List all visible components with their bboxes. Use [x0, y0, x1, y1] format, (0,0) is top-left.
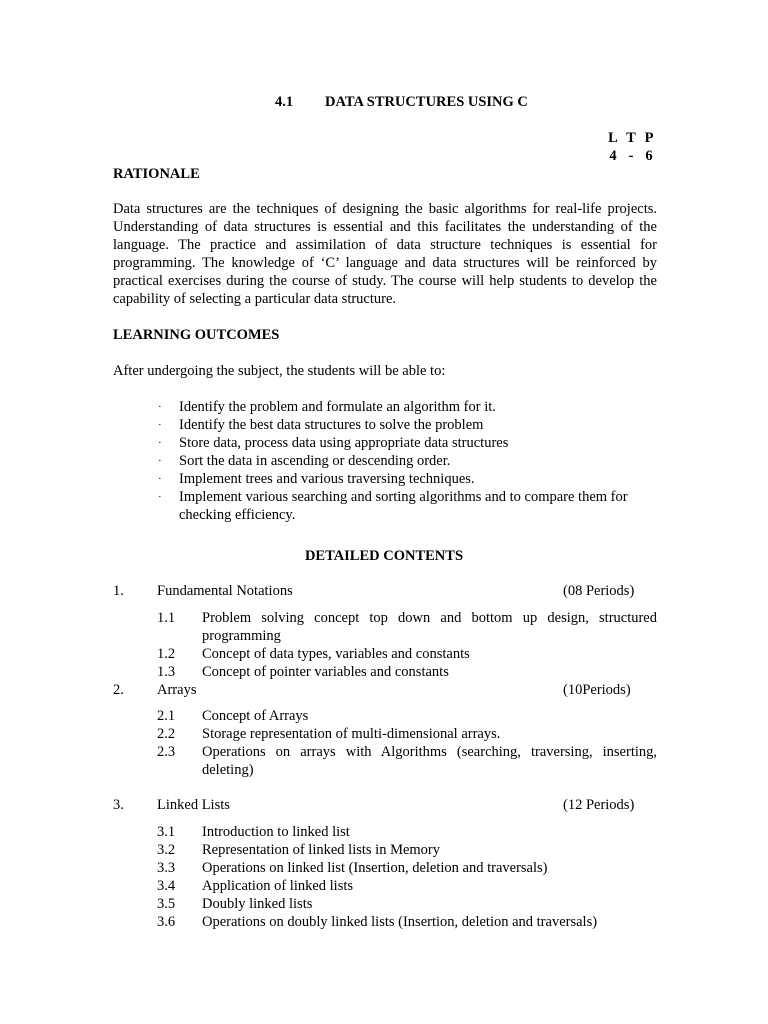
bullet-icon: ·	[158, 455, 162, 467]
topic-text: Application of linked lists	[202, 878, 354, 894]
topic-number: 3.2	[157, 842, 176, 858]
topic-text: Problem solving concept top down and bottom up design, structured programming	[202, 610, 657, 644]
unit-periods: (08 Periods)	[563, 583, 635, 599]
learning-outcomes-intro: After undergoing the subject, the students will be able to:	[113, 363, 446, 379]
learning-outcomes-list	[158, 398, 658, 524]
topic-number: 3.5	[157, 896, 176, 912]
ltp-label-p: P	[644, 130, 654, 146]
topic-row	[157, 877, 657, 895]
topic-text: Storage representation of multi-dimensional arrays.	[202, 726, 501, 742]
topic-row	[157, 895, 657, 913]
topic-number: 2.1	[157, 708, 176, 724]
unit-number: 2.	[113, 682, 124, 698]
ltp-values	[604, 147, 660, 165]
detailed-contents-heading: DETAILED CONTENTS	[304, 548, 464, 564]
topic-row	[157, 663, 657, 681]
topic-text: Operations on arrays with Algorithms (searching, traversing, inserting, deleting)	[202, 744, 657, 778]
unit-number: 1.	[113, 583, 124, 599]
list-item: · Implement various searching and sorting algorithms and to compare them for checking efficiency.	[158, 489, 628, 523]
topic-number: 2.3	[157, 744, 176, 760]
list-item: · Sort the data in ascending or descending order.	[158, 453, 451, 469]
topic-text: Operations on linked list (Insertion, deletion and traversals)	[202, 860, 548, 876]
rationale-paragraph: Data structures are the techniques of designing the basic algorithms for real-life projects. Understanding of data structures is essential and this facilitates the understanding of the language. The practice and assimilation of data structure techniques is essential for programming. The knowledge of ‘C’ language and data structures will be reinforced by practical exercises during the course of study. The course will help students to develop the capability of selecting a particular data structure.	[113, 201, 657, 307]
topic-row	[157, 823, 657, 841]
topic-text: Representation of linked lists in Memory	[202, 842, 441, 858]
unit-title: Linked Lists	[157, 797, 230, 813]
bullet-icon: ·	[158, 491, 162, 503]
learning-outcomes-heading: LEARNING OUTCOMES	[113, 327, 280, 343]
topic-text: Introduction to linked list	[202, 824, 350, 840]
topic-text: Doubly linked lists	[202, 896, 313, 912]
topic-text: Concept of pointer variables and constants	[202, 664, 449, 680]
topic-number: 3.4	[157, 878, 176, 894]
ltp-label-l: L	[608, 130, 618, 146]
ltp-value-l: 4	[609, 148, 617, 164]
topic-number: 1.1	[157, 610, 176, 626]
topic-row	[157, 725, 657, 743]
unit-periods: (10Periods)	[563, 682, 631, 698]
list-item: · Identify the best data structures to solve the problem	[158, 417, 484, 433]
list-item: · Implement trees and various traversing techniques.	[158, 471, 475, 487]
bullet-icon: ·	[158, 473, 162, 485]
topic-row	[157, 609, 657, 645]
bullet-icon: ·	[158, 401, 162, 413]
bullet-icon: ·	[158, 437, 162, 449]
unit-topics	[157, 707, 657, 779]
topic-text: Concept of data types, variables and constants	[202, 646, 470, 662]
topic-number: 2.2	[157, 726, 176, 742]
ltp-labels	[604, 129, 660, 147]
topic-row	[157, 913, 657, 931]
topic-number: 3.1	[157, 824, 176, 840]
topic-row	[157, 841, 657, 859]
unit-topics	[157, 609, 657, 681]
unit-topics	[157, 823, 657, 931]
rationale-heading: RATIONALE	[113, 166, 200, 182]
course-number: 4.1	[275, 94, 294, 110]
list-item: · Store data, process data using appropriate data structures	[158, 435, 509, 451]
ltp-value-t: -	[628, 148, 634, 164]
topic-number: 3.3	[157, 860, 176, 876]
topic-text: Operations on doubly linked lists (Insertion, deletion and traversals)	[202, 914, 598, 930]
topic-number: 1.3	[157, 664, 176, 680]
topic-row	[157, 743, 657, 779]
document-title	[275, 93, 575, 111]
topic-text: Concept of Arrays	[202, 708, 309, 724]
unit-title: Arrays	[157, 682, 197, 698]
topic-row	[157, 645, 657, 663]
topic-row	[157, 859, 657, 877]
unit-number: 3.	[113, 797, 124, 813]
unit-title: Fundamental Notations	[157, 583, 293, 599]
ltp-value-p: 6	[645, 148, 653, 164]
topic-number: 1.2	[157, 646, 176, 662]
course-title: DATA STRUCTURES USING C	[325, 94, 528, 110]
bullet-icon: ·	[158, 419, 162, 431]
ltp-label-t: T	[626, 130, 636, 146]
unit-periods: (12 Periods)	[563, 797, 635, 813]
topic-number: 3.6	[157, 914, 176, 930]
topic-row	[157, 707, 657, 725]
list-item: · Identify the problem and formulate an algorithm for it.	[158, 399, 496, 415]
